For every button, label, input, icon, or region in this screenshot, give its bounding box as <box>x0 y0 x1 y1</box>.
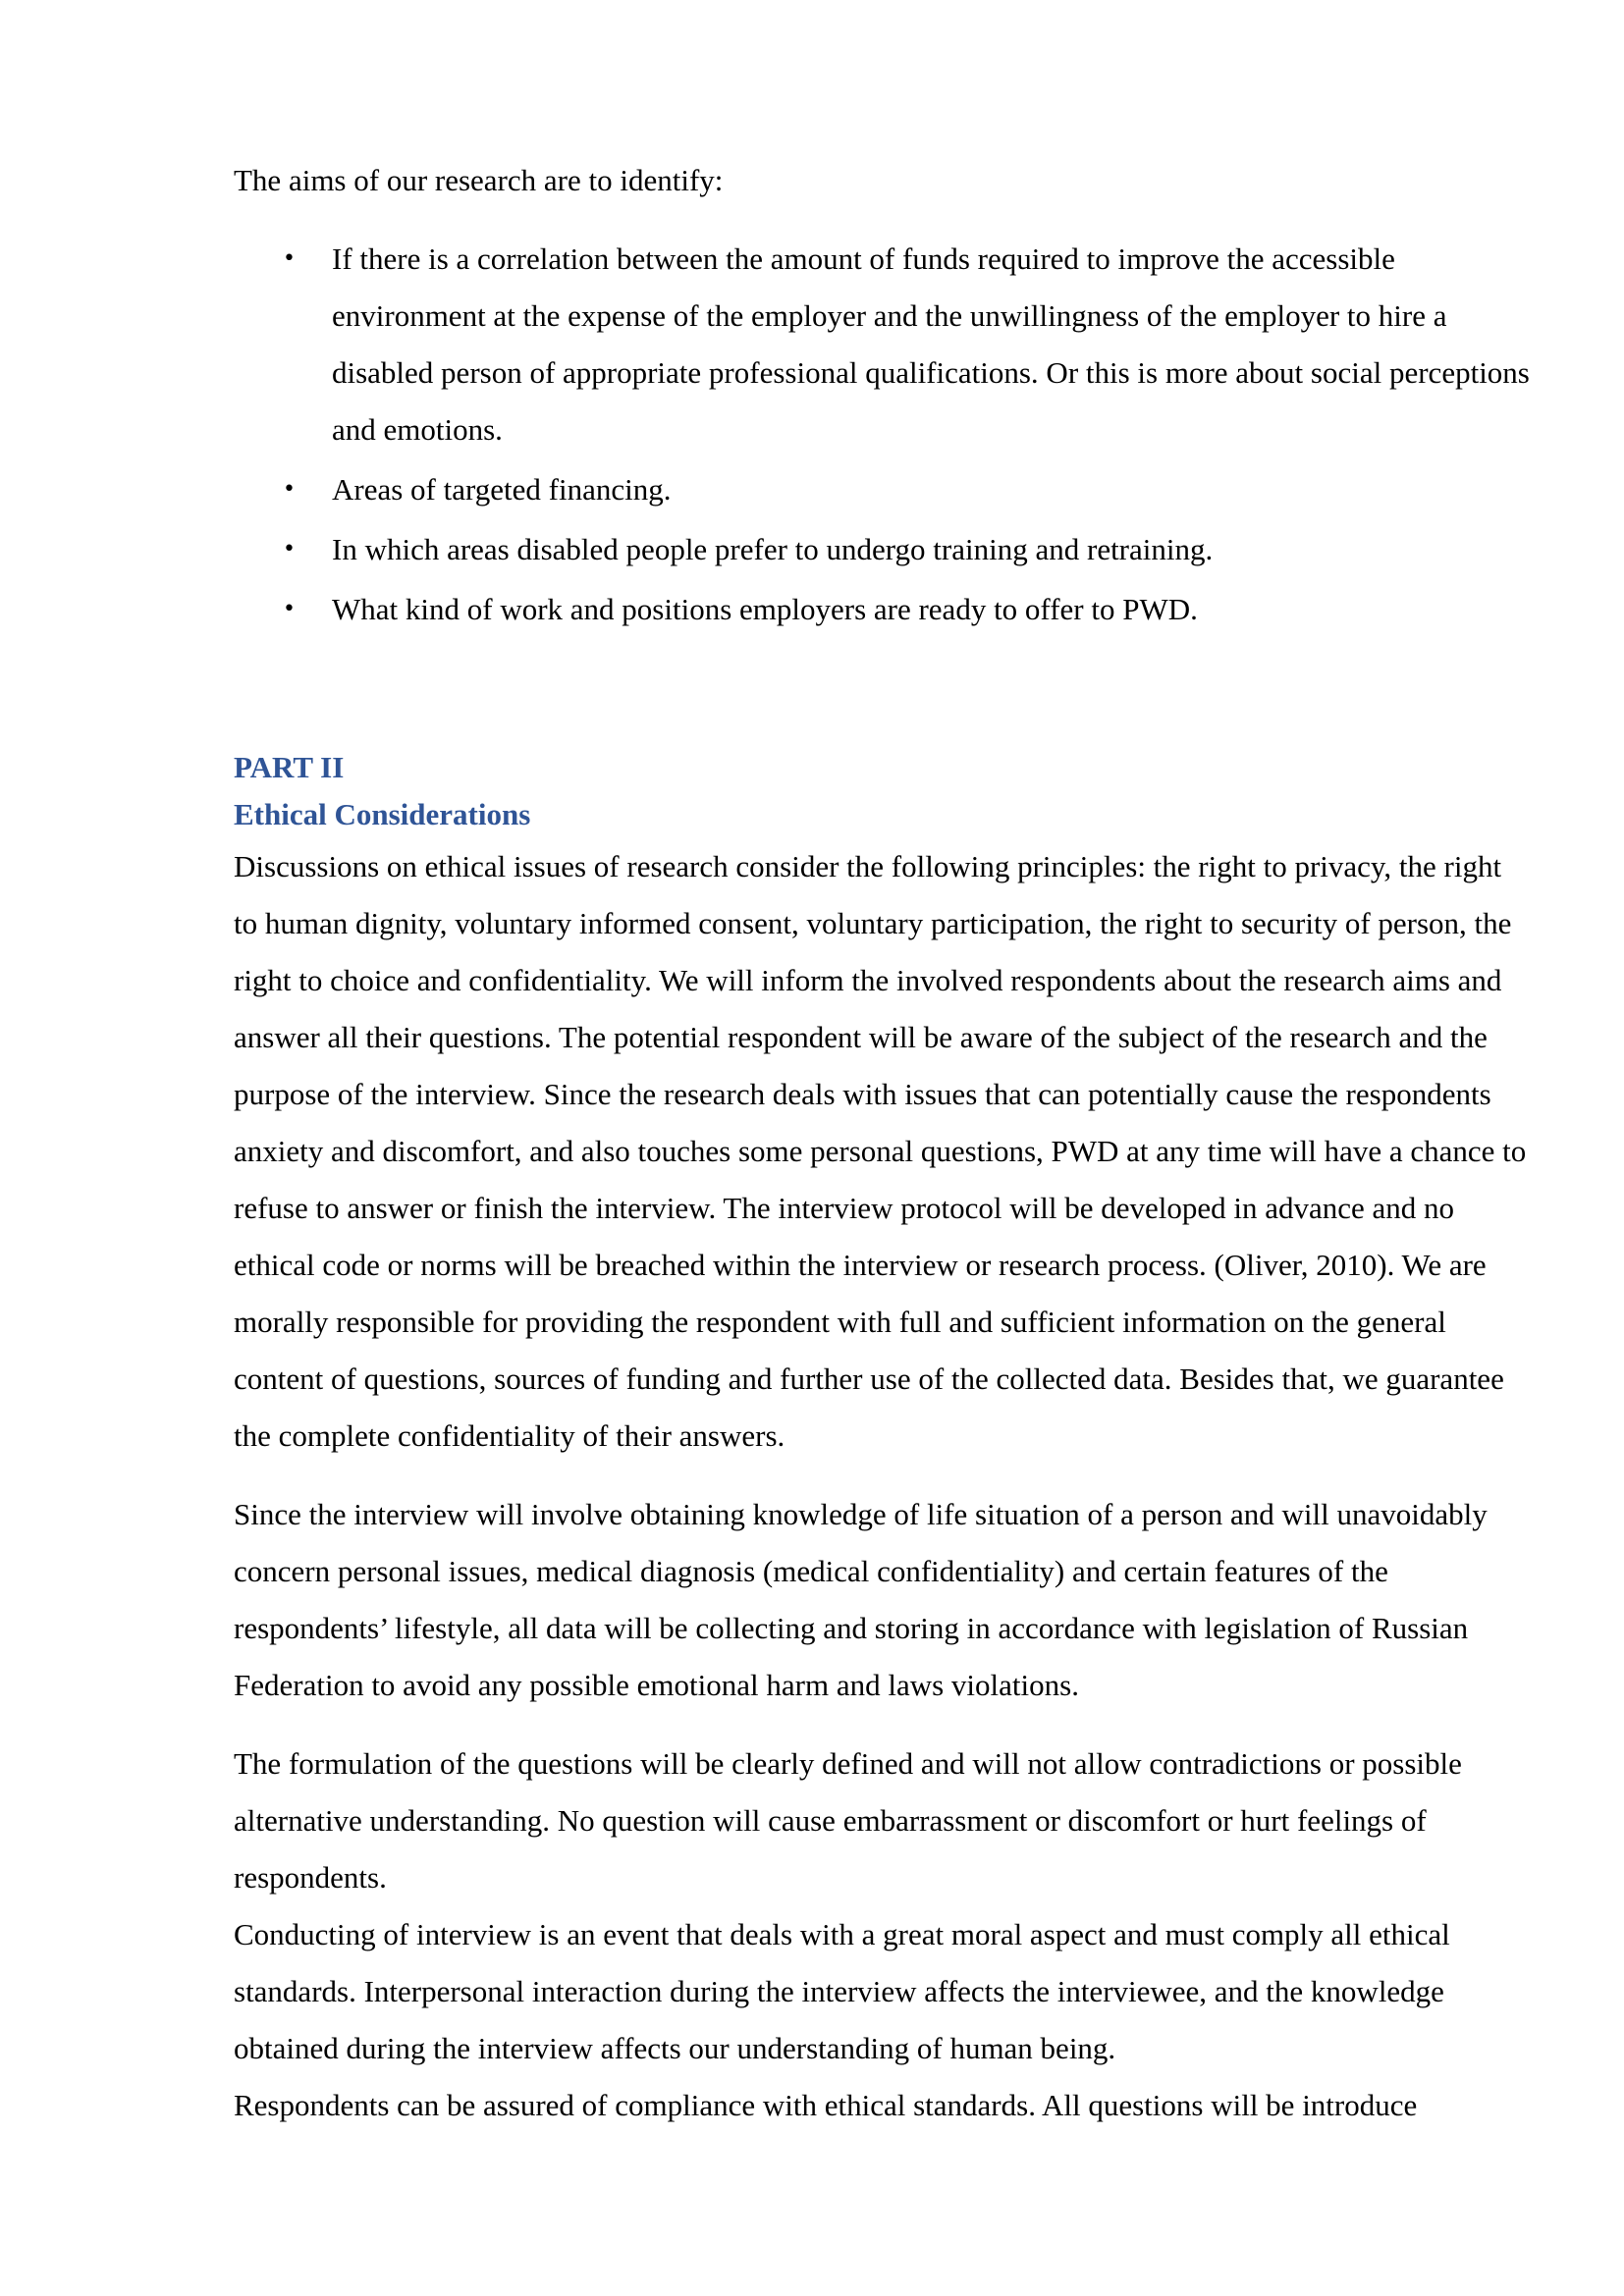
ethics-paragraph-5: Respondents can be assured of compliance with ethical standards. All questions will be introduce <box>234 2088 1418 2122</box>
part-title: PART II <box>234 750 345 784</box>
aim-text: If there is a correlation between the amount of funds required to improve the accessible environment at the expense of the employer and the unwillingness of the employer to hire a disabled person of appropriate professional qualifications. Or this is more about social perceptions and emotions. <box>332 241 1530 447</box>
aims-intro: The aims of our research are to identify: <box>234 163 724 197</box>
list-item <box>234 581 1530 638</box>
list-item <box>234 521 1530 578</box>
list-item <box>234 461 1530 518</box>
section-title: Ethical Considerations <box>234 797 531 831</box>
ethics-paragraph-2: Since the interview will involve obtaining knowledge of life situation of a person and will unavoidably concern personal issues, medical diagnosis (medical confidentiality) and certain features of the respondents’ lifestyle, all data will be collecting and storing in accordance with legislation of Russian Federation to avoid any possible emotional harm and laws violations. <box>234 1497 1488 1702</box>
bullet-icon: • <box>283 246 296 271</box>
aim-text: Areas of targeted financing. <box>332 472 672 507</box>
ethics-paragraph-4: Conducting of interview is an event that deals with a great moral aspect and must comply all ethical standards. Interpersonal interaction during the interview affects the interviewee, and the knowledge obtained during the interview affects our understanding of human being. <box>234 1917 1450 2065</box>
bullet-icon: • <box>283 597 296 621</box>
aim-text: What kind of work and positions employers are ready to offer to PWD. <box>332 592 1198 626</box>
list-item <box>234 231 1530 458</box>
ethics-paragraph-3: The formulation of the questions will be clearly defined and will not allow contradictions or possible alternative understanding. No question will cause embarrassment or discomfort or hurt feelings of respondents. <box>234 1746 1462 1895</box>
ethics-paragraph-1: Discussions on ethical issues of research consider the following principles: the right to privacy, the right to human dignity, voluntary informed consent, voluntary participation, the right to security of person, the right to choice and confidentiality. We will inform the involved respondents about the research aims and answer all their questions. The potential respondent will be aware of the subject of the research and the purpose of the interview. Since the research deals with issues that can potentially cause the respondents anxiety and discomfort, and also touches some personal questions, PWD at any time will have a chance to refuse to answer or finish the interview. The interview protocol will be developed in advance and no ethical code or norms will be breached within the interview or research process. (Oliver, 2010). We are morally responsible for providing the respondent with full and sufficient information on the general content of questions, sources of funding and further use of the collected data. Besides that, we guarantee the complete confidentiality of their answers. <box>234 849 1527 1453</box>
aims-list <box>234 231 1530 638</box>
bullet-icon: • <box>283 537 296 561</box>
bullet-icon: • <box>283 477 296 502</box>
aim-text: In which areas disabled people prefer to undergo training and retraining. <box>332 532 1214 566</box>
page-content <box>234 152 1530 2134</box>
